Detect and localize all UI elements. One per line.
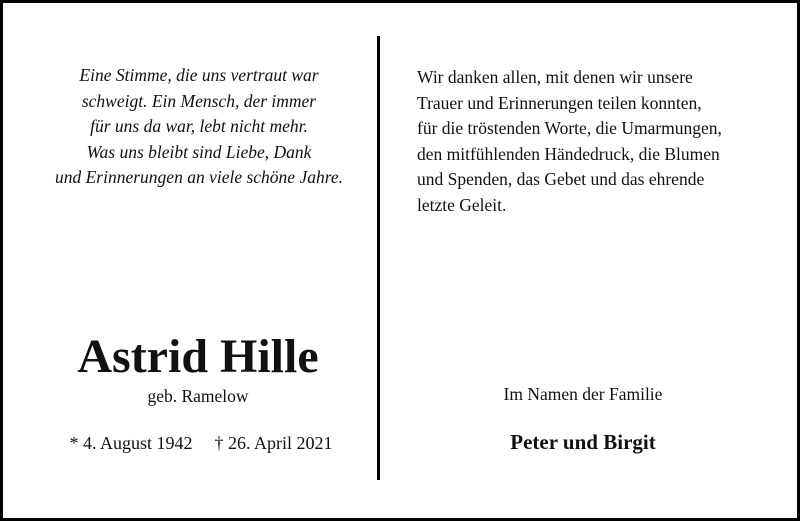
thanks-line: Wir danken allen, mit denen wir unsere <box>417 67 693 87</box>
poem-line: schweigt. Ein Mensch, der immer <box>81 90 317 111</box>
family-names: Peter und Birgit <box>510 430 656 454</box>
death-date: † 26. April 2021 <box>214 433 333 453</box>
vertical-divider <box>377 36 380 480</box>
deceased-name: Astrid Hille <box>77 330 319 383</box>
thanks-line: letzte Geleit. <box>417 194 507 215</box>
thanks-line: Trauer und Erinnerungen teilen konnten, <box>417 92 702 113</box>
thanks-line: und Spenden, das Gebet und das ehrende <box>417 169 705 190</box>
poem-line: für uns da war, lebt nicht mehr. <box>90 116 308 137</box>
thanks-line: für die tröstenden Worte, die Umarmungen, <box>417 118 722 139</box>
birth-date: * 4. August 1942 <box>69 433 193 453</box>
poem-line: Eine Stimme, die uns vertraut war <box>79 65 319 85</box>
poem-line: Was uns bleibt sind Liebe, Dank <box>86 141 312 162</box>
family-label: Im Namen der Familie <box>503 384 663 404</box>
thank-you-text <box>417 65 787 219</box>
thanks-line: den mitfühlenden Händedruck, die Blumen <box>417 143 720 164</box>
poem-line: und Erinnerungen an viele schöne Jahre. <box>54 167 344 188</box>
maiden-name: geb. Ramelow <box>147 386 249 406</box>
life-dates <box>3 432 399 454</box>
memorial-poem <box>13 63 385 191</box>
